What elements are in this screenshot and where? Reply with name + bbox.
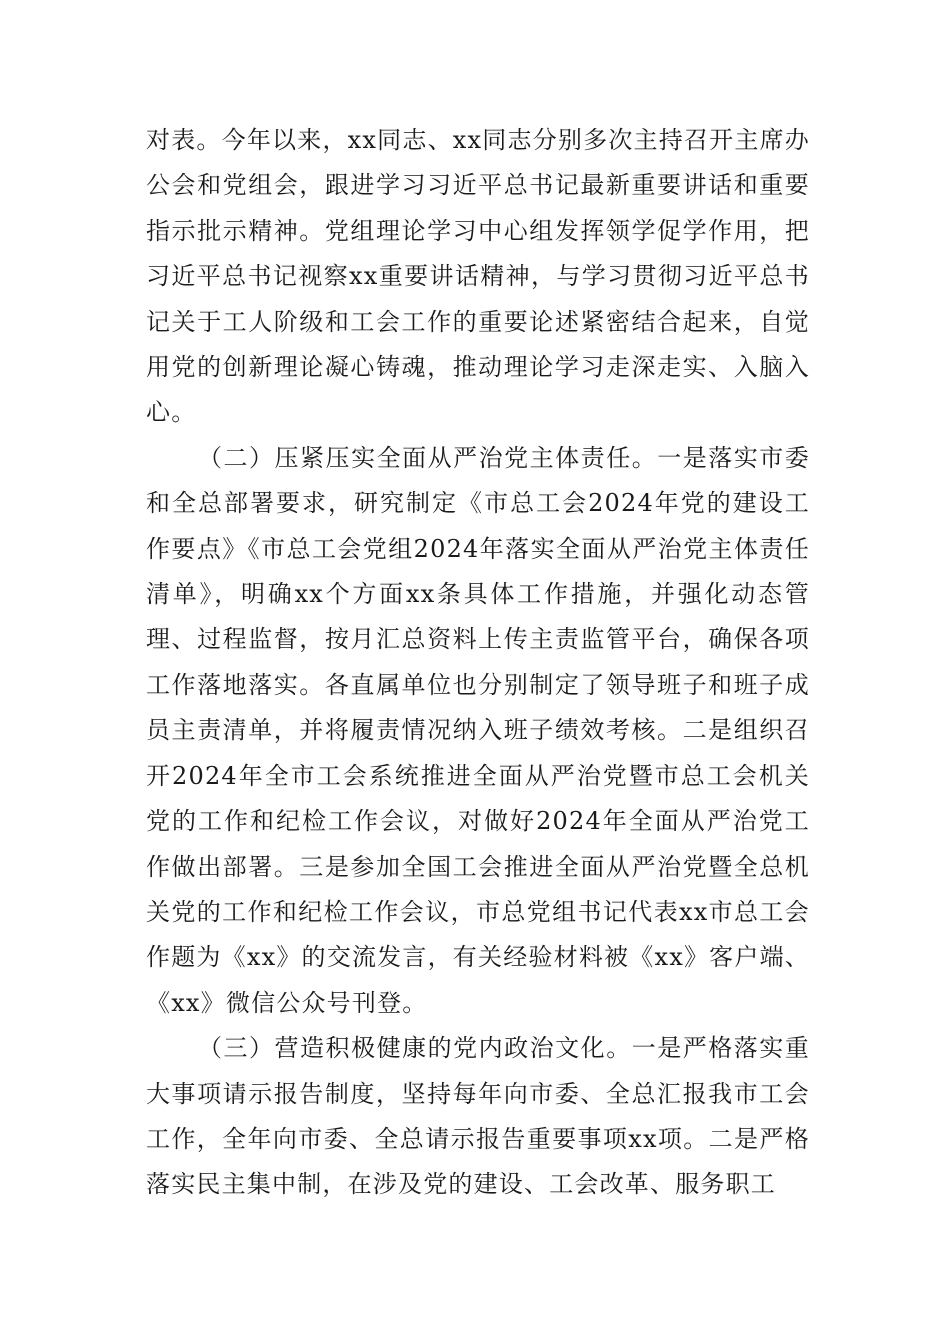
paragraph-continuation: 对表。今年以来，xx同志、xx同志分别多次主持召开主席办公会和党组会，跟进学习习近平总书记最新重要讲话和重要指示批示精神。党组理论学习中心组发挥领学促学作用，把习近平总书记视察xx重要讲话精神，与学习贯彻习近平总书记关于工人阶级和工会工作的重要论述紧密结合起来，自觉用党的创新理论凝心铸魂，推动理论学习走深走实、入脑入心。 (146, 126, 810, 427)
document-body (146, 118, 810, 1208)
paragraph-section-three: （三）营造积极健康的党内政治文化。一是严格落实重大事项请示报告制度，坚持每年向市委、全总汇报我市工会工作，全年向市委、全总请示报告重要事项xx项。二是严格落实民主集中制，在涉及党的建设、工会改革、服务职工 (146, 1034, 810, 1199)
paragraph-section-two: （二）压紧压实全面从严治党主体责任。一是落实市委和全总部署要求，研究制定《市总工会2024年党的建设工作要点》《市总工会党组2024年落实全面从严治党主体责任清单》，明确xx个方面xx条具体工作措施，并强化动态管理、过程监督，按月汇总资料上传主责监管平台，确保各项工作落地落实。各直属单位也分别制定了领导班子和班子成员主责清单，并将履责情况纳入班子绩效考核。二是组织召开2024年全市工会系统推进全面从严治党暨市总工会机关党的工作和纪检工作会议，对做好2024年全面从严治党工作做出部署。三是参加全国工会推进全面从严治党暨全总机关党的工作和纪检工作会议，市总党组书记代表xx市总工会作题为《xx》的交流发言，有关经验材料被《xx》客户端、《xx》微信公众号刊登。 (146, 443, 810, 1017)
